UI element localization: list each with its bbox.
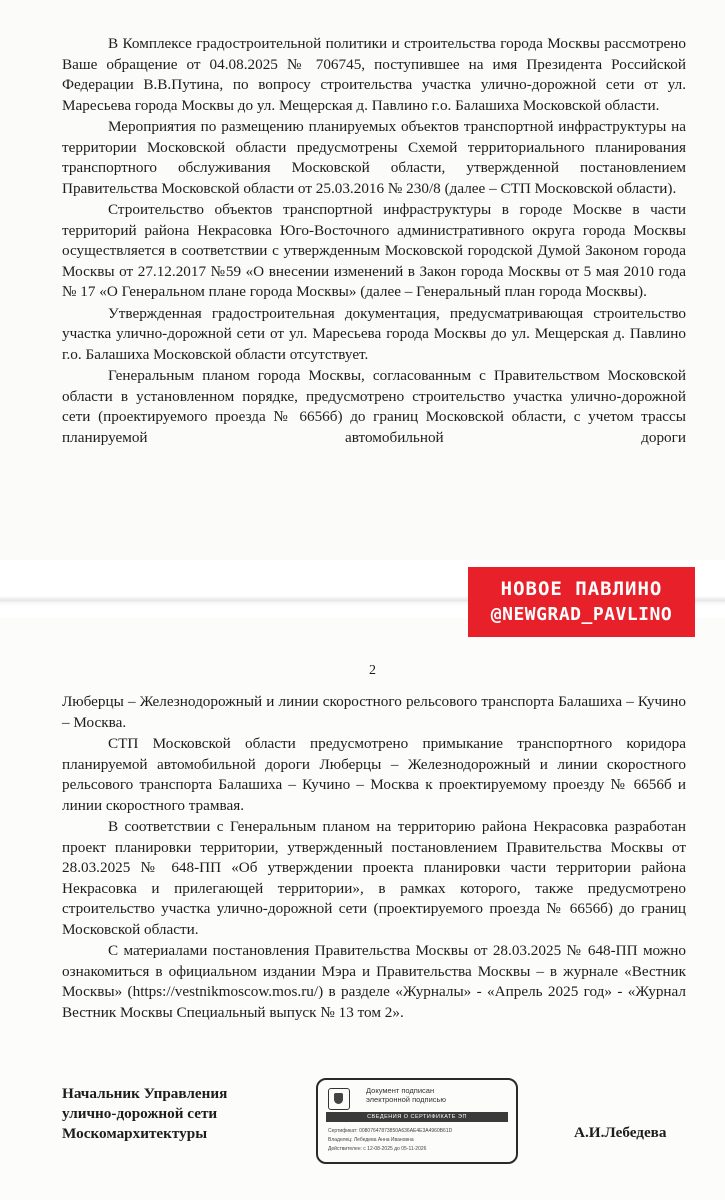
stamp-band: СВЕДЕНИЯ О СЕРТИФИКАТЕ ЭП	[326, 1112, 508, 1122]
signatory-title-line: Начальник Управления	[62, 1085, 228, 1102]
paragraph: Генеральным планом города Москвы, согласованным с Правительством Московской области в установленном порядке, предусмотрено строительство участка улично-дорожной сети (проектируемого проезда № 6656б) до границ Московской области, с учетом трассы планируемой автомобильной дороги	[62, 367, 686, 446]
signatory-title-line: улично-дорожной сети	[62, 1105, 218, 1122]
stamp-certificate: Сертификат: 00807647873850A636AE4E3A4960B61D	[328, 1128, 453, 1134]
stamp-header	[366, 1086, 486, 1104]
paragraph: Утвержденная градостроительная документация, предусматривающая строительство участка улично-дорожной сети от ул. Маресьева города Москвы до ул. Мещерская д. Павлино г.о. Балашиха Московской области отсутствует.	[62, 304, 686, 363]
page2-body	[62, 692, 686, 1024]
electronic-signature-stamp	[316, 1078, 518, 1164]
signatory-title	[62, 1084, 227, 1144]
signatory-title-line: Москомархитектуры	[62, 1125, 208, 1142]
stamp-header-line: Документ подписан	[366, 1086, 435, 1095]
stamp-header-line: электронной подписью	[366, 1095, 447, 1104]
watermark-handle: @NEWGRAD_PAVLINO	[490, 604, 673, 625]
paragraph: В Комплексе градостроительной политики и строительства города Москвы рассмотрено Ваше обращение от 04.08.2025 № 706745, поступившее на имя Президента Российской Федерации В.В.Путина, по вопросу строительства участка улично-дорожной сети от ул. Маресьева города Москвы до ул. Мещерская д. Павлино г.о. Балашиха Московской области.	[62, 35, 686, 114]
page1-body	[62, 34, 686, 449]
paragraph: В соответствии с Генеральным планом на территорию района Некрасовка разработан проект планировки территории, утвержденный постановлением Правительства Москвы от 28.03.2025 № 648-ПП «Об утверждении проекта планировки части территории района Некрасовка и прилегающей территории», в рамках которого, также предусмотрено строительство участка улично-дорожной сети (проектируемого проезда № 6656б) до границ Московской области.	[62, 818, 686, 938]
paragraph: СТП Московской области предусмотрено примыкание транспортного коридора планируемой автомобильной дороги Люберцы – Железнодорожный и линии скоростного рельсового транспорта Балашиха – Кучино – Москва к проектируемому проезду № 6656б и линии скоростного трамвая.	[62, 735, 686, 814]
continuation-paragraph: Люберцы – Железнодорожный и линии скоростного рельсового транспорта Балашиха – Кучино – Москва.	[62, 693, 686, 731]
paragraph: Мероприятия по размещению планируемых объектов транспортной инфраструктуры на территории Московской области предусмотрены Схемой территориального планирования транспортного обслуживания Московской области, утвержденной постановлением Правительства Московской области от 25.03.2016 № 230/8 (далее – СТП Московской области).	[62, 118, 686, 197]
page-number: 2	[369, 663, 376, 678]
paragraph: С материалами постановления Правительства Москвы от 28.03.2025 № 648-ПП можно ознакомиться в официальном издании Мэра и Правительства Москвы – в журнале «Вестник Москвы» (https://vestnikmoscow.mos.ru/) в разделе «Журналы» - «Апрель 2025 год» - «Журнал Вестник Москвы Специальный выпуск № 13 том 2».	[62, 942, 686, 1021]
paragraph: Строительство объектов транспортной инфраструктуры в городе Москве в части территорий района Некрасовка Юго-Восточного административного округа города Москвы осуществляется в соответствии с утвержденным Московской городской Думой Законом города Москвы от 27.12.2017 №59 «О внесении изменений в Закон города Москвы от 5 мая 2010 года № 17 «О Генеральном плане города Москвы» (далее – Генеральный план города Москвы).	[62, 201, 686, 300]
stamp-validity: Действителен: с 12-08-2025 до 05-11-2026	[328, 1146, 427, 1152]
coat-of-arms-icon	[328, 1088, 350, 1110]
signatory-name: А.И.Лебедева	[574, 1124, 667, 1141]
watermark-badge	[468, 567, 695, 637]
watermark-title: НОВОЕ ПАВЛИНО	[500, 578, 663, 600]
stamp-owner: Владелец: Лебедева Анна Ивановна	[328, 1137, 414, 1143]
